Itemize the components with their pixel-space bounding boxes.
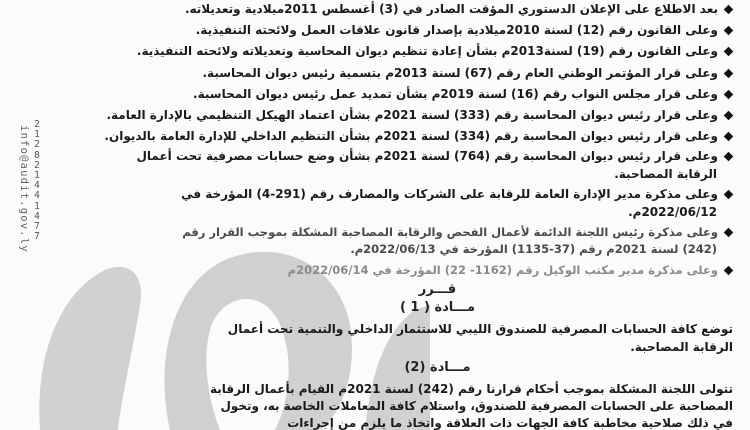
list-item-continuation: (242) لسنة 2021م رقم (37-1135) المؤرخة في 2022/06/13م. bbox=[350, 242, 717, 256]
article-1-text-line: توضع كافة الحسابات المصرفية للصندوق الليبي للاستثمار الداخلي والتنمية تحت أعمال bbox=[227, 322, 733, 336]
bullet-icon bbox=[724, 228, 734, 238]
list-item: وعلى القانون رقم (12) لسنة 2010ميلادية بإصدار قانون علاقات العمل ولائحته التنفيذية. bbox=[196, 23, 733, 37]
article-1-heading: مـــادة ( 1 ) bbox=[399, 300, 476, 315]
list-item: وعلى قرار مجلس النواب رقم (16) لسنة 2019م بشأن تمديد عمل رئيس ديوان المحاسبة. bbox=[193, 87, 733, 101]
bullet-icon bbox=[724, 90, 734, 100]
phone-digit: 7 bbox=[34, 231, 40, 243]
bullet-icon bbox=[724, 132, 734, 142]
bullet-icon bbox=[724, 266, 734, 276]
phone-digit: 4 bbox=[34, 180, 40, 192]
list-item-continuation: الرقابة المصاحبة. bbox=[614, 167, 717, 181]
article-2-heading: مـــادة (2) bbox=[404, 360, 471, 375]
list-item: وعلى قرار رئيس ديوان المحاسبة رقم (764) لسنة 2021م بشأن وضع حسابات مصرفية تحت أعمال bbox=[137, 149, 734, 163]
phone-digit: 1 bbox=[34, 170, 40, 182]
list-item: وعلى قرار المؤتمر الوطني العام رقم (67) لسنة 2013م بتسمية رئيس ديوان المحاسبة. bbox=[202, 66, 733, 80]
list-item: وعلى قرار رئيس ديوان المحاسبة رقم (334) لسنة 2021م بشأن التنظيم الداخلي للإدارة العامة بالديوان. bbox=[104, 129, 733, 143]
article-1-text-line: الرقابة المصاحبة. bbox=[630, 340, 733, 354]
article-2-text-line: تتولى اللجنة المشكلة بموجب أحكام قرارنا رقم (242) لسنة 2021م القيام بأعمال الرقابة bbox=[209, 382, 733, 396]
bullet-icon bbox=[724, 5, 734, 15]
article-2-text-line: في ذلك صلاحية مخاطبة كافة الجهات ذات العلاقة واتخاذ ما يلزم من إجراءات bbox=[287, 416, 733, 430]
bullet-icon bbox=[724, 26, 734, 36]
phone-digit: 8 bbox=[34, 149, 40, 161]
article-2-text-line: المصاحبة على الحسابات المصرفية للصندوق، واستلام كافة المعاملات الخاصة به، وتخول bbox=[220, 399, 733, 413]
list-item: وعلى مذكرة مدير مكتب الوكيل رقم (1162- 22) المؤرخة في 2022/06/14م bbox=[288, 263, 733, 277]
watermark-shape-left bbox=[39, 267, 141, 430]
bullet-icon bbox=[724, 111, 734, 121]
phone-digit: 2 bbox=[34, 139, 40, 151]
list-item: وعلى مذكرة رئيس اللجنة الدائمة لأعمال الفحص والرقابة المصاحبة المشكلة بموجب القرار رقم bbox=[182, 225, 733, 239]
phone-digit: 4 bbox=[34, 190, 40, 202]
list-item: وعلى القانون رقم (19) لسنة2013م بشأن إعادة تنظيم ديوان المحاسبة وتعديلاته ولائحته التنفيذية. bbox=[137, 44, 733, 58]
bullet-icon bbox=[724, 47, 734, 57]
list-item: وعلى مذكرة مدير الإدارة العامة للرقابة على الشركات والمصارف رقم (291-4) المؤرخة في bbox=[181, 187, 733, 201]
phone-digit: 2 bbox=[34, 159, 40, 171]
list-item: بعد الاطلاع على الإعلان الدستوري المؤقت الصادر في (3) أغسطس 2011ميلادية وتعديلاته. bbox=[185, 2, 733, 16]
decision-heading: قـــرر bbox=[418, 282, 457, 297]
phone-digit: 1 bbox=[34, 129, 40, 141]
phone-digit: 4 bbox=[34, 210, 40, 222]
bullet-icon bbox=[724, 190, 734, 200]
bullet-icon bbox=[724, 69, 734, 79]
phone-digit: 2 bbox=[34, 119, 40, 130]
website-address: info@audit.gov.ly bbox=[18, 125, 30, 253]
phone-digit: 7 bbox=[34, 221, 40, 233]
bullet-icon bbox=[724, 152, 734, 162]
phone-digit: 1 bbox=[34, 200, 40, 212]
list-item-continuation: 2022/06/12م. bbox=[628, 205, 717, 219]
list-item: وعلى قرار رئيس ديوان المحاسبة رقم (333) لسنة 2021م بشأن اعتماد الهيكل التنظيمي بالإدارة العامة. bbox=[106, 108, 733, 122]
document-body bbox=[104, 0, 745, 430]
